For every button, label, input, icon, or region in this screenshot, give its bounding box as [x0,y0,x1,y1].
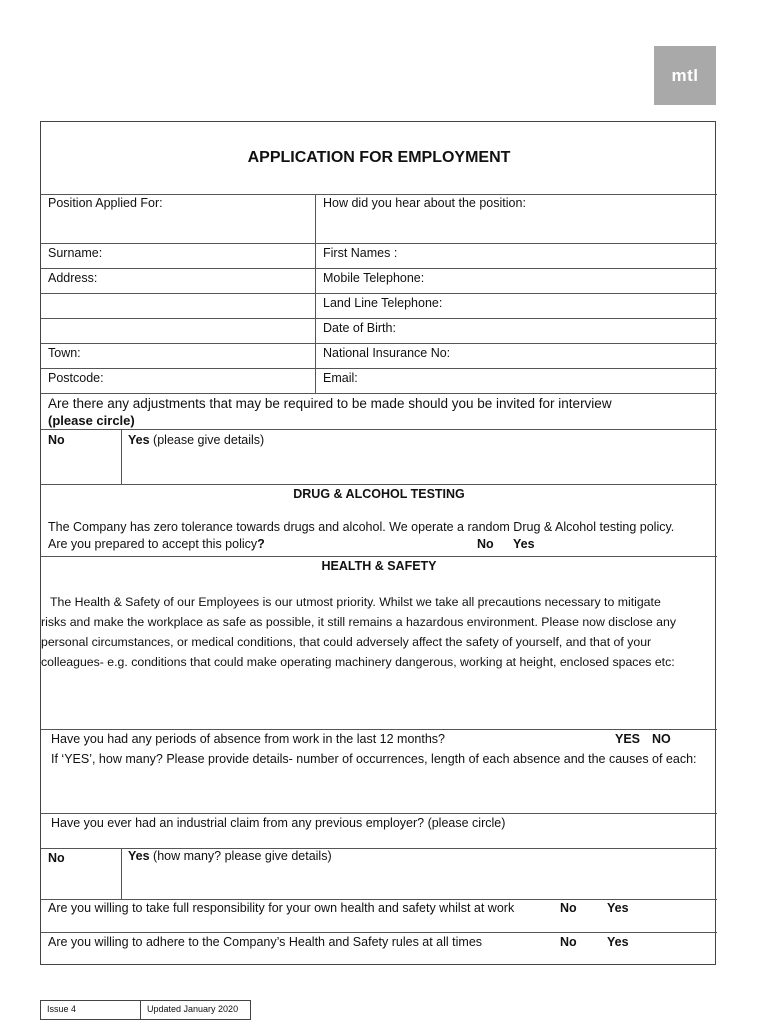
responsibility-no-option[interactable]: No [560,901,577,915]
health-paragraph-line: The Health & Safety of our Employees is our utmost priority. Whilst we take all precautions necessary to mitigate [50,595,661,609]
drug-heading: DRUG & ALCOHOL TESTING [293,487,465,501]
postcode-label: Postcode: [48,371,104,385]
divider [41,393,717,394]
issue-label: Issue 4 [40,1000,141,1020]
divider [41,268,717,269]
absence-question: Have you had any periods of absence from work in the last 12 months? [51,732,445,746]
yes-detail: (how many? please give details) [153,849,332,863]
absence-yes-option[interactable]: YES [615,732,641,746]
question-mark: ? [257,537,265,551]
divider [41,293,717,294]
position-applied-label: Position Applied For: [48,196,163,210]
yes-label: Yes [128,849,150,863]
health-heading: HEALTH & SAFETY [321,559,437,573]
health-paragraph-line: colleagues- e.g. conditions that could make operating machinery dangerous, working at height, enclosed spaces etc: [41,655,675,669]
form-title: APPLICATION FOR EMPLOYMENT [247,149,511,166]
yes-detail: (please give details) [153,433,265,447]
mobile-label: Mobile Telephone: [323,271,425,285]
health-paragraph-line: personal circumstances, or medical conditions, that could adversely affect the safety of yourself, and that of your [41,635,652,649]
drug-policy-question [48,537,265,551]
application-form [40,121,716,965]
divider [41,429,717,430]
dob-label: Date of Birth: [323,321,396,335]
rules-yes-option[interactable]: Yes [607,935,629,949]
health-paragraph-line: risks and make the workplace as safe as possible, it still remains a hazardous environment. Please now disclose any [41,615,676,629]
adjustments-question: Are there any adjustments that may be required to be made should you be invited for interview [48,396,612,411]
how-heard-label: How did you hear about the position: [323,196,526,210]
address-label: Address: [48,271,98,285]
drug-yes-option[interactable]: Yes [513,537,535,551]
updated-label: Updated January 2020 [140,1000,251,1020]
town-label: Town: [48,346,81,360]
rules-no-option[interactable]: No [560,935,577,949]
divider [41,243,717,244]
column-divider [315,194,316,393]
adjustments-no-option[interactable]: No [48,433,65,447]
first-names-label: First Names : [323,246,398,260]
divider [41,932,717,933]
divider [41,813,717,814]
please-circle-note: (please circle) [48,413,135,428]
responsibility-yes-option[interactable]: Yes [607,901,629,915]
drug-policy-text: The Company has zero tolerance towards drugs and alcohol. We operate a random Drug & Alcohol testing policy. [48,520,675,534]
divider [41,368,717,369]
divider [41,556,717,557]
claim-yes-option[interactable] [128,849,332,863]
divider [41,194,717,195]
divider [41,899,717,900]
email-label: Email: [323,371,358,385]
mtl-logo: mtl [654,46,716,105]
absence-followup: If ‘YES’, how many? Please provide details- number of occurrences, length of each absence and the causes of each: [51,752,697,766]
adjustments-yes-option[interactable] [128,433,264,447]
divider [41,318,717,319]
divider [41,729,717,730]
claim-question: Have you ever had an industrial claim from any previous employer? (please circle) [51,816,506,830]
absence-no-option[interactable]: NO [652,732,671,746]
surname-label: Surname: [48,246,103,260]
divider [41,484,717,485]
responsibility-question: Are you willing to take full responsibility for your own health and safety whilst at work [48,901,515,915]
column-divider [121,429,122,484]
rules-question: Are you willing to adhere to the Company’s Health and Safety rules at all times [48,935,483,949]
yes-label: Yes [128,433,150,447]
column-divider [121,848,122,899]
drug-question-text: Are you prepared to accept this policy [48,537,258,551]
landline-label: Land Line Telephone: [323,296,443,310]
ni-label: National Insurance No: [323,346,451,360]
drug-no-option[interactable]: No [477,537,494,551]
claim-no-option[interactable]: No [48,851,65,865]
divider [41,343,717,344]
